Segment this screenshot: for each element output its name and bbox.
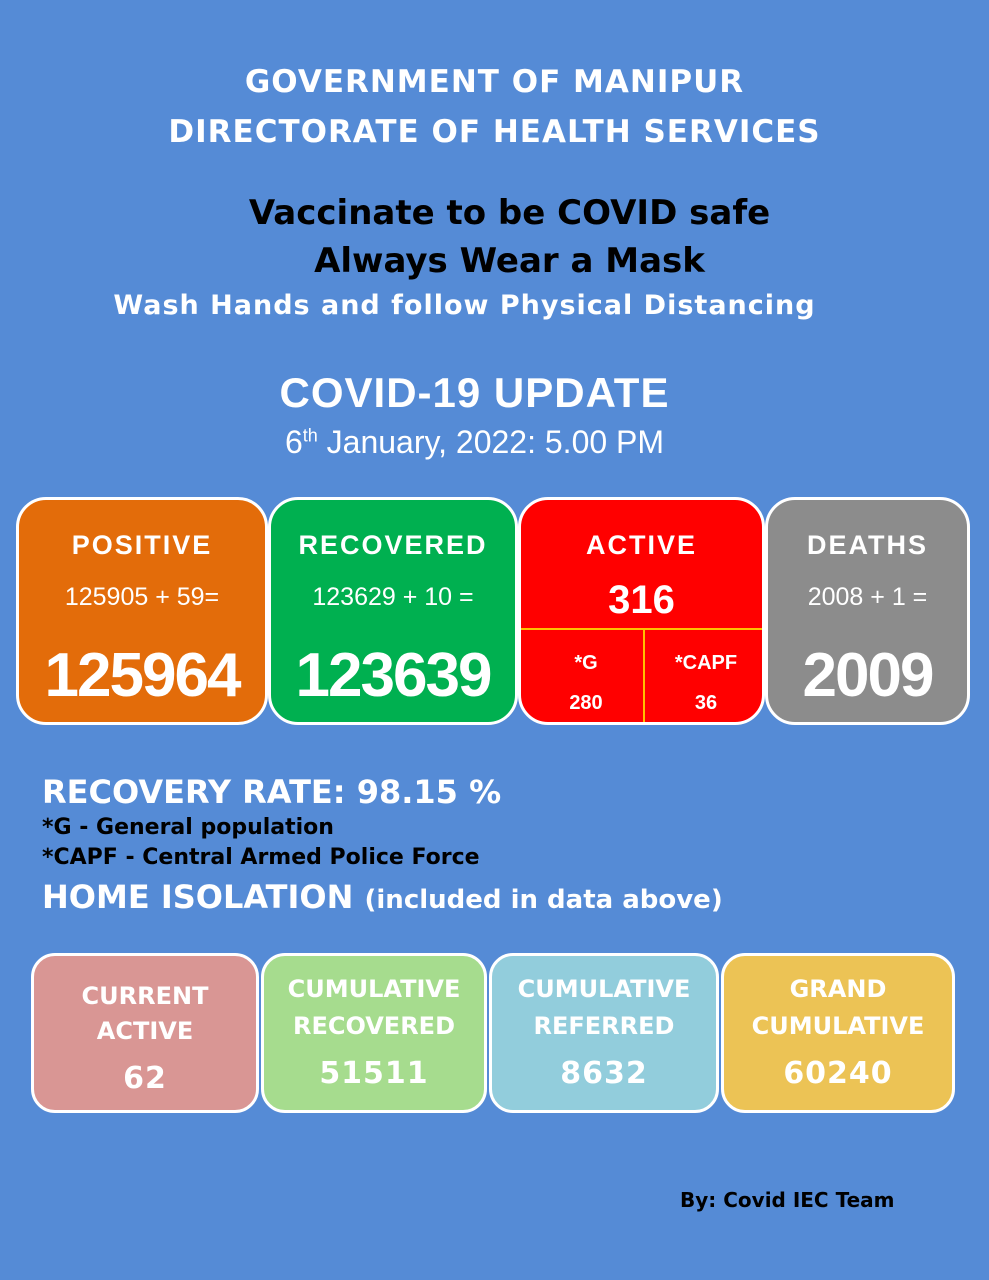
active-card (518, 497, 765, 725)
deaths-total: 2009 (802, 641, 933, 710)
active-label: ACTIVE (585, 530, 697, 560)
recovered-card (268, 497, 518, 725)
tagline-wash-hands: Wash Hands and follow Physical Distancing (113, 290, 816, 321)
recovered-label: RECOVERED (298, 530, 488, 560)
positive-total: 125964 (44, 641, 240, 710)
active-total: 316 (608, 578, 675, 622)
hi-card-value: 8632 (560, 1056, 648, 1091)
hi-card-value: 60240 (783, 1056, 893, 1091)
active-divider-horizontal (521, 628, 762, 630)
positive-card (16, 497, 268, 725)
hi-card-line2: RECOVERED (292, 1012, 455, 1040)
header-government: GOVERNMENT OF MANIPUR (244, 64, 745, 100)
date-rest: January, 2022: 5.00 PM (317, 424, 665, 460)
hi-card-line1: GRAND (789, 975, 887, 1003)
date-day: 6 (284, 424, 303, 460)
hi-card-line2: REFERRED (533, 1012, 675, 1040)
active-capf-label: *CAPF (674, 652, 738, 674)
deaths-card (765, 497, 970, 725)
deaths-sum: 2008 + 1 = (807, 583, 928, 611)
tagline-vaccinate: Vaccinate to be COVID safe (248, 193, 771, 233)
positive-sum: 125905 + 59= (64, 583, 220, 611)
recovery-rate: RECOVERY RATE: 98.15 % (42, 773, 502, 811)
hi-cumulative-referred-card (489, 953, 719, 1113)
home-isolation-note: (included in data above) (364, 885, 723, 915)
tagline-mask: Always Wear a Mask (314, 241, 705, 281)
recovered-sum: 123629 + 10 = (312, 583, 474, 611)
hi-card-line1: CUMULATIVE (287, 975, 461, 1003)
header-directorate: DIRECTORATE OF HEALTH SERVICES (168, 114, 821, 150)
hi-card-line1: CUMULATIVE (517, 975, 691, 1003)
recovered-total: 123639 (295, 641, 491, 710)
active-capf-value: 36 (694, 692, 718, 714)
hi-card-line2: CUMULATIVE (751, 1012, 925, 1040)
active-g-label: *G (574, 652, 598, 674)
deaths-label: DEATHS (806, 530, 928, 560)
footer-credit: By: Covid IEC Team (680, 1188, 895, 1212)
hi-card-value: 51511 (319, 1056, 429, 1091)
note-capf: *CAPF - Central Armed Police Force (42, 845, 480, 870)
hi-current-active-card (31, 953, 259, 1113)
note-general-population: *G - General population (42, 815, 334, 840)
date-suffix: th (302, 425, 318, 446)
hi-card-line2: ACTIVE (96, 1017, 194, 1045)
update-title: COVID-19 UPDATE (279, 369, 670, 416)
active-g-value: 280 (569, 692, 603, 714)
hi-card-line1: CURRENT (81, 982, 209, 1010)
positive-label: POSITIVE (71, 530, 213, 560)
update-date (0, 424, 969, 461)
hi-cumulative-recovered-card (261, 953, 487, 1113)
home-isolation-heading (42, 878, 723, 916)
home-isolation-title: HOME ISOLATION (42, 878, 354, 916)
hi-card-value: 62 (123, 1061, 167, 1096)
hi-grand-cumulative-card (721, 953, 955, 1113)
